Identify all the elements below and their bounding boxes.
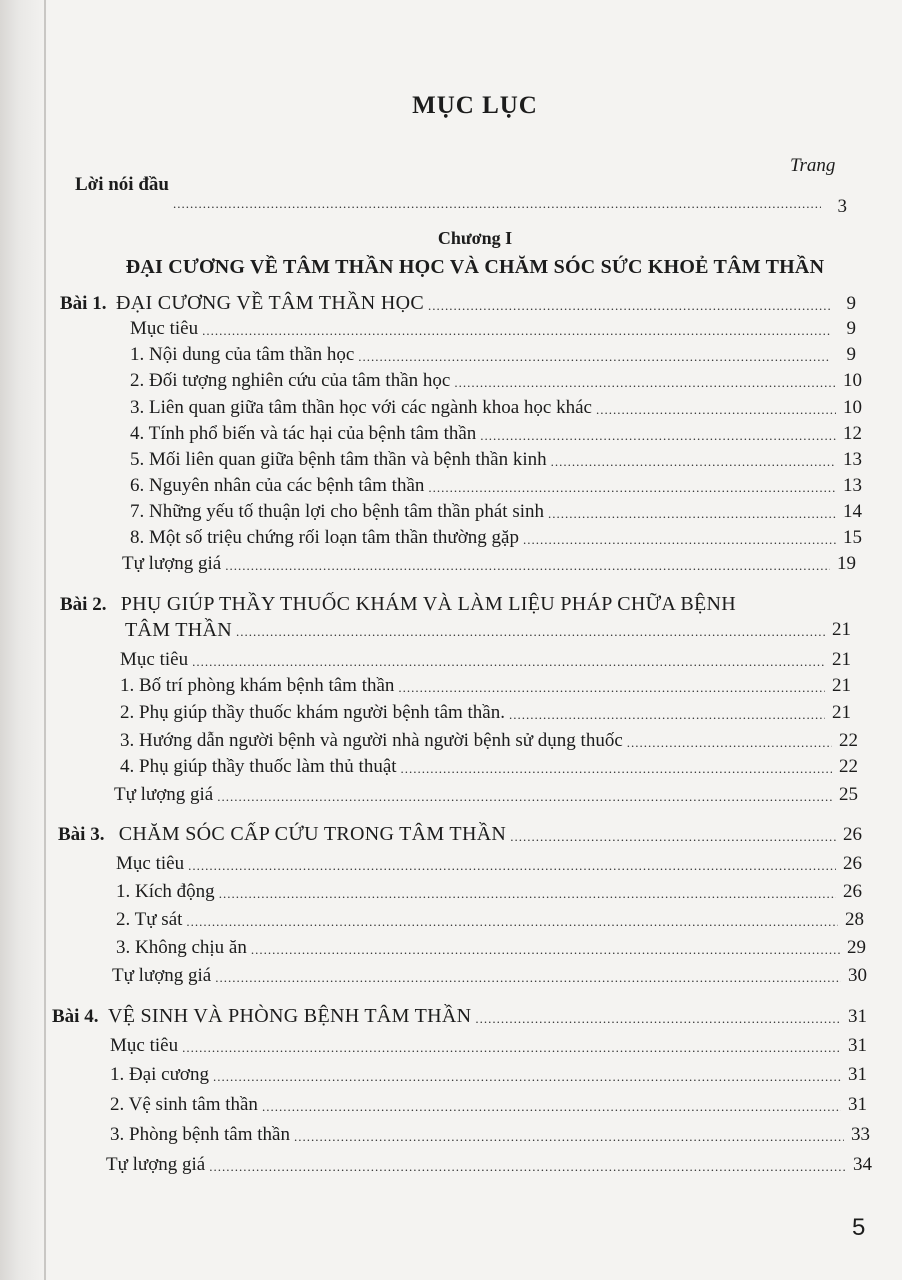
- entry-label: 2. Tự sát: [116, 909, 183, 930]
- entry-page-number: 26: [843, 824, 862, 845]
- toc-entry: [112, 965, 867, 987]
- lesson-number: Bài 2.: [60, 594, 107, 615]
- lesson-title: PHỤ GIÚP THẦY THUỐC KHÁM VÀ LÀM LIỆU PHÁP CHỮA BỆNH: [120, 593, 737, 615]
- entry-label: 3. Phòng bệnh tâm thần: [110, 1124, 290, 1145]
- entry-label: 7. Những yếu tố thuận lợi cho bệnh tâm thần phát sinh: [130, 501, 545, 522]
- entry-label: 1. Nội dung của tâm thần học: [130, 344, 355, 365]
- leader-dots: [475, 1012, 841, 1025]
- page-column-label: Trang: [790, 155, 836, 176]
- toc-entry: [122, 553, 856, 575]
- entry-label: 3. Hướng dẫn người bệnh và người nhà người bệnh sử dụng thuốc: [120, 730, 623, 751]
- entry-page-number: 21: [832, 649, 851, 670]
- entry-label: 1. Đại cương: [110, 1064, 209, 1085]
- entry-page-number: 9: [846, 293, 856, 314]
- entry-page-number: 29: [847, 937, 866, 958]
- leader-dots: [217, 790, 832, 803]
- leader-dots: [428, 481, 836, 494]
- lesson-number: Bài 3.: [58, 824, 105, 845]
- entry-label: Mục tiêu: [110, 1035, 179, 1056]
- entry-page-number: 22: [839, 730, 858, 751]
- lesson-title-continued: TÂM THẦN: [125, 619, 233, 641]
- toc-entry: [130, 423, 862, 445]
- leader-dots: [262, 1100, 841, 1113]
- lesson-number: Bài 1.: [60, 293, 107, 314]
- entry-page-number: 21: [832, 702, 851, 723]
- toc-entry: [110, 1064, 867, 1086]
- entry-page-number: 14: [843, 501, 862, 522]
- page-folio-number: 5: [852, 1214, 866, 1241]
- chapter-number: Chương I: [437, 228, 513, 248]
- entry-page-number: 12: [843, 423, 862, 444]
- leader-dots: [219, 887, 836, 900]
- leader-dots: [182, 1041, 841, 1054]
- lesson-title: CHĂM SÓC CẤP CỨU TRONG TÂM THẦN: [118, 823, 507, 845]
- entry-page-number: 28: [845, 909, 864, 930]
- toc-entry: [116, 909, 864, 931]
- leader-dots: [188, 859, 836, 872]
- leader-dots: [225, 559, 830, 572]
- toc-lesson-2-heading: [60, 593, 736, 616]
- entry-page-number: 9: [846, 318, 856, 339]
- leader-dots: [480, 429, 836, 442]
- toc-lesson-2: [125, 619, 851, 641]
- entry-page-number: 21: [832, 619, 851, 640]
- toc-entry: [130, 370, 862, 392]
- entry-page-number: 26: [843, 853, 862, 874]
- entry-label: Lời nói đầu: [75, 174, 169, 195]
- toc-entry: [130, 397, 862, 419]
- lesson-title: ĐẠI CƯƠNG VỀ TÂM THẦN HỌC: [115, 292, 424, 314]
- entry-label: 2. Đối tượng nghiên cứu của tâm thần học: [130, 370, 451, 391]
- leader-dots: [627, 736, 832, 749]
- toc-lesson-1: [60, 292, 856, 315]
- leader-dots: [454, 376, 836, 389]
- toc-entry: [120, 730, 858, 752]
- toc-lesson-3: [58, 823, 862, 846]
- leader-dots: [596, 403, 836, 416]
- toc-entry: [120, 675, 851, 697]
- leader-dots: [401, 762, 832, 775]
- leader-dots: [510, 830, 836, 843]
- entry-label: 5. Mối liên quan giữa bệnh tâm thần và bệnh thần kinh: [130, 449, 547, 470]
- toc-page: [48, 0, 902, 1280]
- toc-entry: [120, 649, 851, 671]
- leader-dots: [209, 1160, 846, 1173]
- toc-entry: [110, 1124, 870, 1146]
- toc-entry: [116, 937, 866, 959]
- chapter-title: ĐẠI CƯƠNG VỀ TÂM THẦN HỌC VÀ CHĂM SÓC SỨC KHOẺ TÂM THẦN: [125, 256, 825, 278]
- entry-label: Tự lượng giá: [106, 1154, 206, 1175]
- toc-entry: [130, 527, 862, 549]
- entry-label: 2. Vệ sinh tâm thần: [110, 1094, 258, 1115]
- leader-dots: [236, 625, 825, 638]
- entry-page-number: 15: [843, 527, 862, 548]
- toc-entry: [110, 1094, 867, 1116]
- toc-entry: [116, 853, 862, 875]
- lesson-number: Bài 4.: [52, 1006, 99, 1027]
- toc-entry: [106, 1154, 872, 1176]
- entry-page-number: 31: [848, 1064, 867, 1085]
- leader-dots: [428, 299, 830, 312]
- leader-dots: [202, 324, 830, 337]
- entry-page-number: 10: [843, 370, 862, 391]
- leader-dots: [215, 971, 841, 984]
- entry-page-number: 26: [843, 881, 862, 902]
- leader-dots: [398, 681, 825, 694]
- entry-page-number: 10: [843, 397, 862, 418]
- leader-dots: [213, 1070, 841, 1083]
- toc-entry: [130, 449, 862, 471]
- toc-entry: [110, 1035, 867, 1057]
- entry-page-number: 31: [848, 1094, 867, 1115]
- entry-label: Tự lượng giá: [112, 965, 212, 986]
- leader-dots: [294, 1130, 844, 1143]
- toc-entry-preface: [75, 174, 847, 217]
- entry-page-number: 19: [837, 553, 856, 574]
- toc-entry: [130, 318, 856, 340]
- page-title: MỤC LỤC: [412, 92, 538, 119]
- leader-dots: [509, 708, 825, 721]
- toc-entry: [120, 702, 851, 724]
- entry-label: Mục tiêu: [120, 649, 189, 670]
- toc-entry: [130, 501, 862, 523]
- entry-label: 3. Liên quan giữa tâm thần học với các ngành khoa học khác: [130, 397, 592, 418]
- entry-page-number: 34: [853, 1154, 872, 1175]
- toc-entry: [116, 881, 862, 903]
- page-gutter-shadow: [0, 0, 48, 1280]
- entry-page-number: 21: [832, 675, 851, 696]
- entry-label: 1. Bố trí phòng khám bệnh tâm thần: [120, 675, 395, 696]
- leader-dots: [548, 507, 836, 520]
- entry-page-number: 25: [839, 784, 858, 805]
- leader-dots: [523, 533, 836, 546]
- leader-dots: [551, 455, 836, 468]
- entry-page-number: 31: [848, 1035, 867, 1056]
- entry-label: Mục tiêu: [130, 318, 199, 339]
- entry-page-number: 30: [848, 965, 867, 986]
- entry-page-number: 3: [837, 196, 847, 217]
- toc-entry: [130, 475, 862, 497]
- entry-label: 4. Tính phổ biến và tác hại của bệnh tâm thần: [130, 423, 477, 444]
- entry-page-number: 9: [846, 344, 856, 365]
- entry-page-number: 22: [839, 756, 858, 777]
- entry-page-number: 13: [843, 449, 862, 470]
- entry-page-number: 31: [848, 1006, 867, 1027]
- entry-label: Tự lượng giá: [114, 784, 214, 805]
- entry-label: 6. Nguyên nhân của các bệnh tâm thần: [130, 475, 425, 496]
- entry-label: 4. Phụ giúp thầy thuốc làm thủ thuật: [120, 756, 397, 777]
- entry-label: 1. Kích động: [116, 881, 215, 902]
- toc-entry: [120, 756, 858, 778]
- entry-page-number: 33: [851, 1124, 870, 1145]
- leader-dots: [173, 197, 821, 210]
- entry-label: Tự lượng giá: [122, 553, 222, 574]
- leader-dots: [251, 943, 840, 956]
- leader-dots: [358, 350, 830, 363]
- entry-label: 8. Một số triệu chứng rối loạn tâm thần thường gặp: [130, 527, 519, 548]
- entry-page-number: 13: [843, 475, 862, 496]
- toc-entry: [114, 784, 858, 806]
- entry-label: 2. Phụ giúp thầy thuốc khám người bệnh tâm thần.: [120, 702, 505, 723]
- leader-dots: [192, 655, 825, 668]
- toc-entry: [130, 344, 856, 366]
- entry-label: Mục tiêu: [116, 853, 185, 874]
- entry-label: 3. Không chịu ăn: [116, 937, 247, 958]
- lesson-title: VỆ SINH VÀ PHÒNG BỆNH TÂM THẦN: [107, 1005, 472, 1027]
- toc-lesson-4: [52, 1005, 867, 1028]
- leader-dots: [186, 915, 838, 928]
